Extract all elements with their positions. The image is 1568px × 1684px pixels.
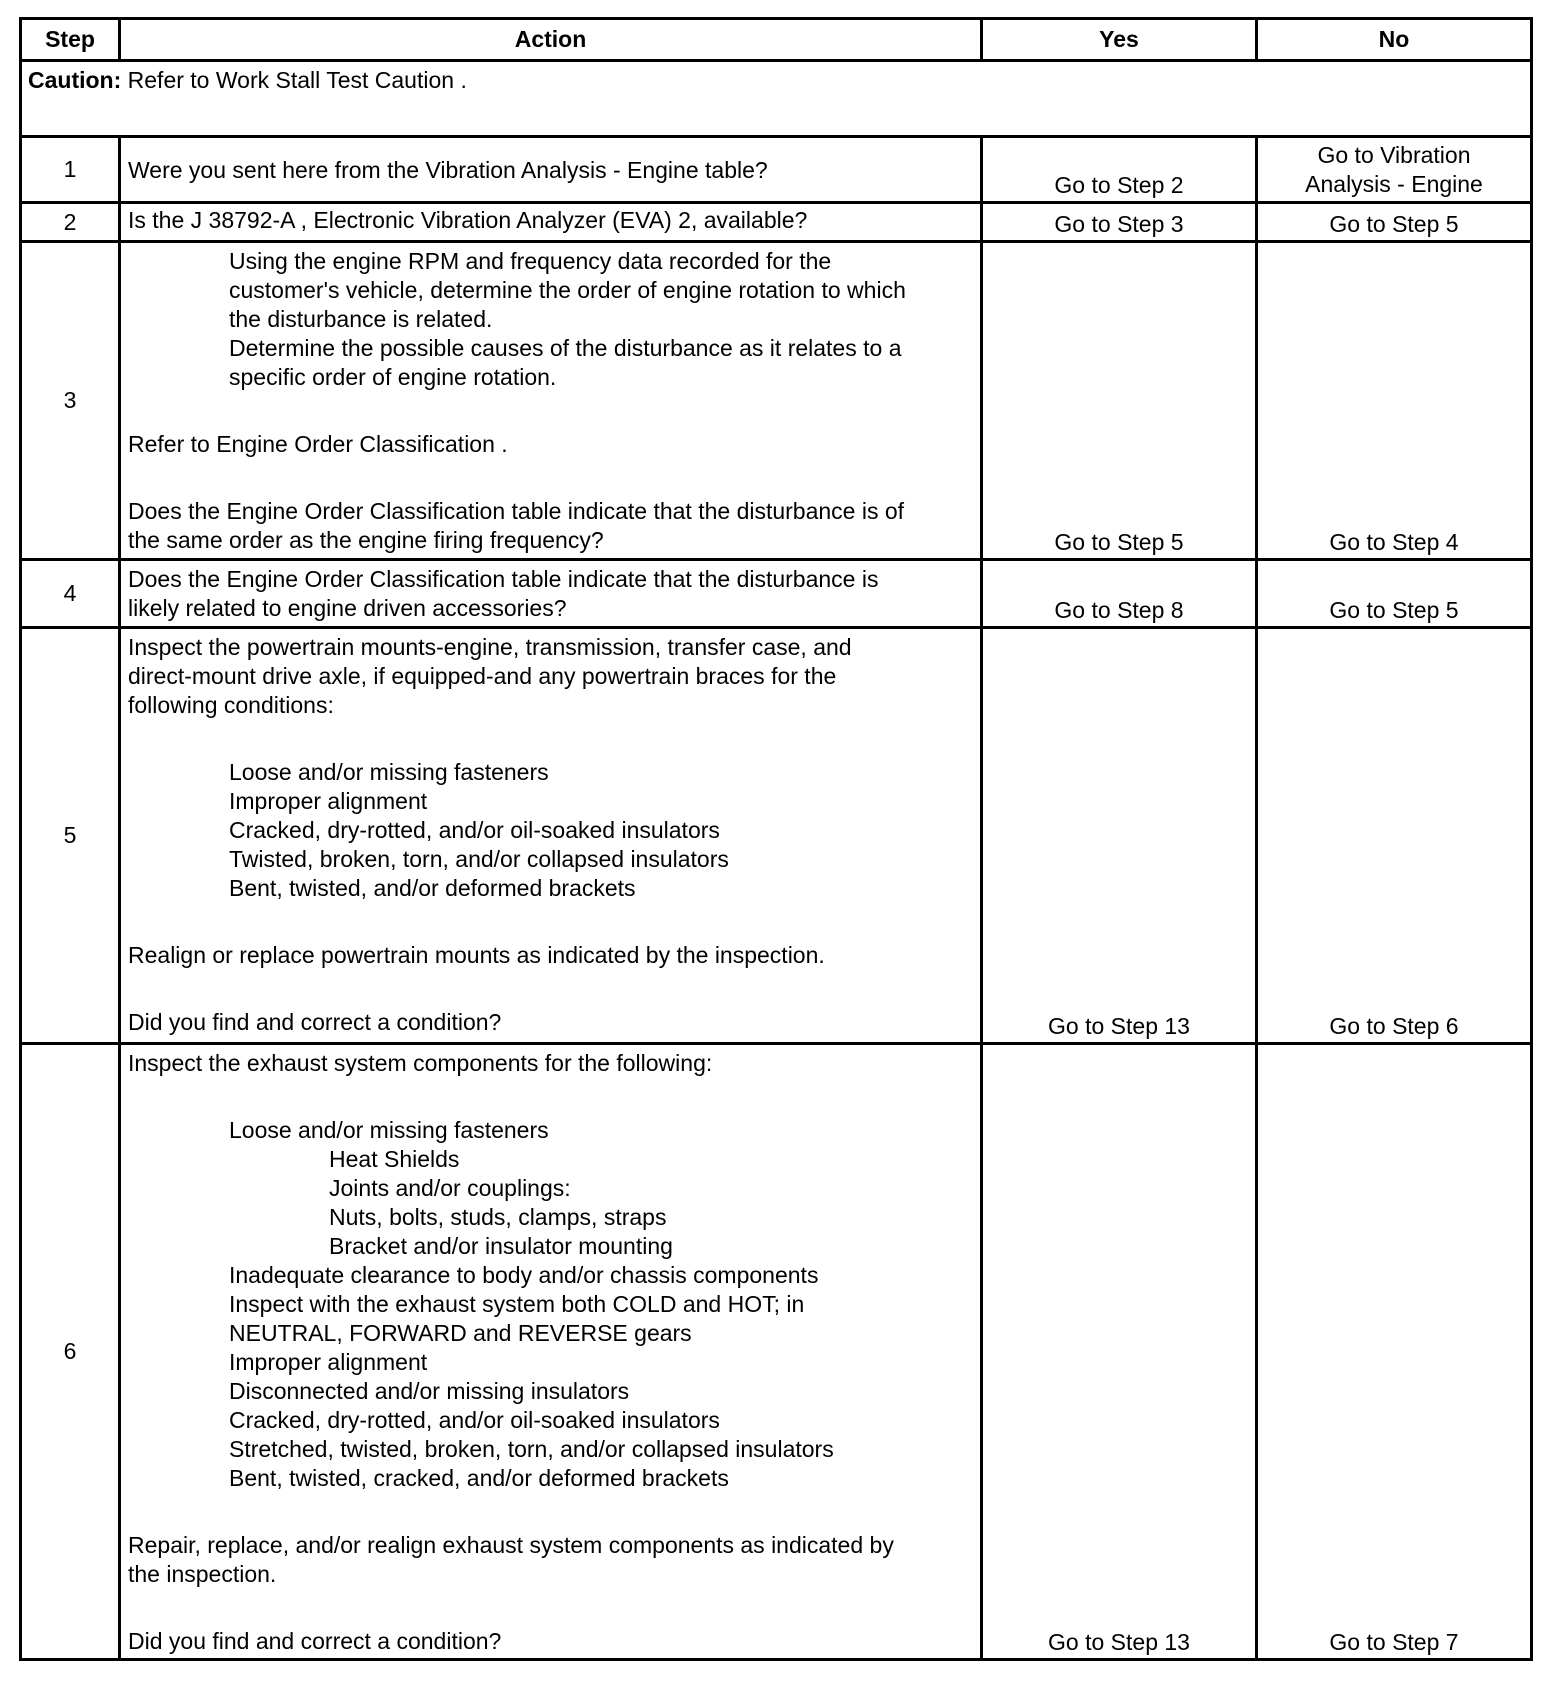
action-text: Were you sent here from the Vibration Analysis - Engine table? bbox=[128, 157, 768, 183]
condition-item: Bent, twisted, and/or deformed brackets bbox=[229, 875, 636, 901]
yes-cell: Go to Step 13 bbox=[982, 1044, 1257, 1660]
action-line: specific order of engine rotation. bbox=[229, 364, 557, 390]
condition-item: Improper alignment bbox=[229, 788, 428, 814]
condition-item: Improper alignment bbox=[229, 1349, 428, 1375]
table-row bbox=[21, 242, 1532, 560]
yes-cell: Go to Step 8 bbox=[982, 560, 1257, 628]
sub-item: Heat Shields bbox=[329, 1146, 460, 1172]
caution-text: Refer to Work Stall Test Caution . bbox=[121, 67, 467, 93]
table-row bbox=[21, 203, 1532, 242]
condition-item: Disconnected and/or missing insulators bbox=[229, 1378, 630, 1404]
action-cell bbox=[120, 560, 982, 628]
no-cell: Go to Step 5 bbox=[1257, 560, 1532, 628]
action-line: likely related to engine driven accessories? bbox=[128, 595, 567, 621]
table-row bbox=[21, 628, 1532, 1044]
action-text: Is the J 38792-A , Electronic Vibration Analyzer (EVA) 2, available? bbox=[128, 207, 808, 233]
condition-item: Inadequate clearance to body and/or chassis components bbox=[229, 1262, 819, 1288]
action-line: Inspect the powertrain mounts-engine, transmission, transfer case, and bbox=[128, 634, 852, 660]
header-action: Action bbox=[120, 19, 982, 61]
sub-item: Joints and/or couplings: bbox=[329, 1175, 571, 1201]
action-line: Does the Engine Order Classification table indicate that the disturbance is bbox=[128, 566, 879, 592]
yes-cell: Go to Step 2 bbox=[982, 137, 1257, 203]
fix-line: Repair, replace, and/or realign exhaust system components as indicated by bbox=[128, 1532, 894, 1558]
sub-item: Bracket and/or insulator mounting bbox=[329, 1233, 673, 1259]
yes-cell: Go to Step 13 bbox=[982, 628, 1257, 1044]
action-line: Inspect the exhaust system components for the following: bbox=[128, 1050, 713, 1076]
action-line: Using the engine RPM and frequency data recorded for the bbox=[229, 248, 832, 274]
action-line: customer's vehicle, determine the order of engine rotation to which bbox=[229, 277, 906, 303]
action-cell bbox=[120, 628, 982, 1044]
step-number: 3 bbox=[21, 242, 120, 560]
step-number: 1 bbox=[21, 137, 120, 203]
header-step: Step bbox=[21, 19, 120, 61]
caution-cell bbox=[21, 61, 1532, 137]
yes-cell: Go to Step 5 bbox=[982, 242, 1257, 560]
condition-item: Cracked, dry-rotted, and/or oil-soaked insulators bbox=[229, 817, 720, 843]
action-line: direct-mount drive axle, if equipped-and any powertrain braces for the bbox=[128, 663, 837, 689]
table-row bbox=[21, 137, 1532, 203]
no-cell: Go to Step 5 bbox=[1257, 203, 1532, 242]
header-yes: Yes bbox=[982, 19, 1257, 61]
condition-item: Loose and/or missing fasteners bbox=[229, 759, 549, 785]
condition-item: Loose and/or missing fasteners bbox=[229, 1117, 549, 1143]
refer-line: Refer to Engine Order Classification . bbox=[128, 431, 508, 457]
question-line: Did you find and correct a condition? bbox=[128, 1009, 502, 1035]
condition-item: Inspect with the exhaust system both COLD and HOT; in bbox=[229, 1291, 805, 1317]
table-row bbox=[21, 1044, 1532, 1660]
no-cell bbox=[1257, 137, 1532, 203]
step-number: 2 bbox=[21, 203, 120, 242]
action-cell bbox=[120, 137, 982, 203]
no-cell: Go to Step 4 bbox=[1257, 242, 1532, 560]
condition-item: NEUTRAL, FORWARD and REVERSE gears bbox=[229, 1320, 692, 1346]
action-cell bbox=[120, 242, 982, 560]
condition-item: Twisted, broken, torn, and/or collapsed insulators bbox=[229, 846, 729, 872]
yes-cell: Go to Step 3 bbox=[982, 203, 1257, 242]
condition-item: Stretched, twisted, broken, torn, and/or collapsed insulators bbox=[229, 1436, 834, 1462]
action-cell bbox=[120, 203, 982, 242]
caution-label: Caution: bbox=[28, 67, 122, 93]
question-line: Does the Engine Order Classification table indicate that the disturbance is of bbox=[128, 498, 905, 524]
sub-item: Nuts, bolts, studs, clamps, straps bbox=[329, 1204, 667, 1230]
no-line: Go to Vibration bbox=[1317, 142, 1471, 168]
action-line: following conditions: bbox=[128, 692, 334, 718]
action-cell bbox=[120, 1044, 982, 1660]
fix-line: the inspection. bbox=[128, 1561, 277, 1587]
action-line: the disturbance is related. bbox=[229, 306, 493, 332]
table-row bbox=[21, 560, 1532, 628]
action-line: Determine the possible causes of the disturbance as it relates to a bbox=[229, 335, 902, 361]
question-line: Did you find and correct a condition? bbox=[128, 1628, 502, 1654]
step-number: 4 bbox=[21, 560, 120, 628]
question-line: the same order as the engine firing frequency? bbox=[128, 527, 604, 553]
header-row bbox=[21, 19, 1532, 61]
step-number: 5 bbox=[21, 628, 120, 1044]
caution-row bbox=[21, 61, 1532, 137]
step-number: 6 bbox=[21, 1044, 120, 1660]
no-line: Analysis - Engine bbox=[1305, 171, 1483, 197]
condition-item: Bent, twisted, cracked, and/or deformed brackets bbox=[229, 1465, 729, 1491]
diagnostic-table bbox=[19, 17, 1533, 1661]
condition-item: Cracked, dry-rotted, and/or oil-soaked insulators bbox=[229, 1407, 720, 1433]
no-cell: Go to Step 7 bbox=[1257, 1044, 1532, 1660]
header-no: No bbox=[1257, 19, 1532, 61]
no-cell: Go to Step 6 bbox=[1257, 628, 1532, 1044]
fix-line: Realign or replace powertrain mounts as indicated by the inspection. bbox=[128, 942, 825, 968]
